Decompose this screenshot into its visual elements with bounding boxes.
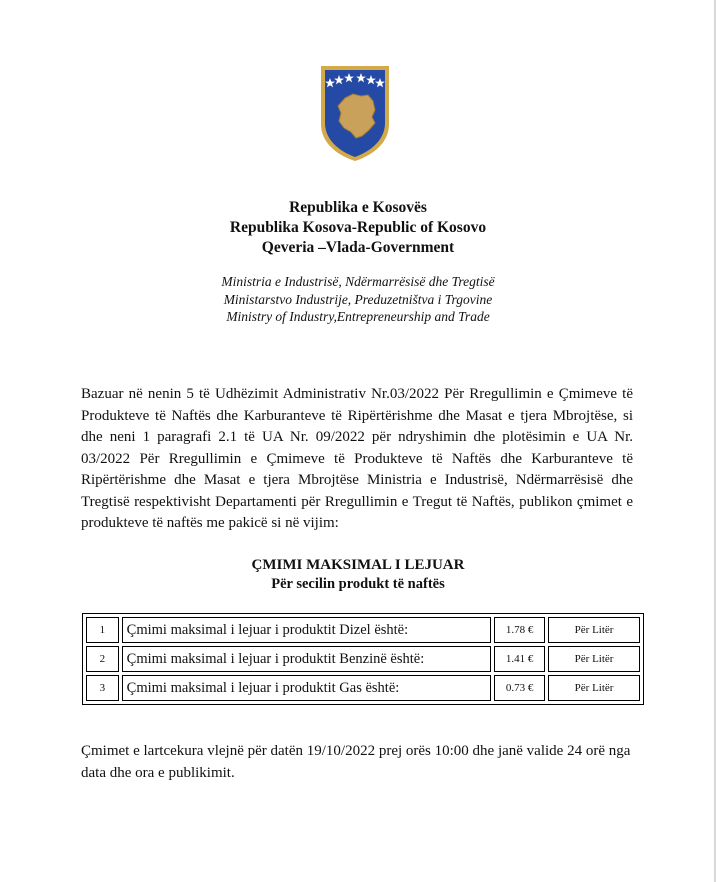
section-subtitle: Për secilin produkt të naftës <box>271 576 445 592</box>
product-description: Çmimi maksimal i lejuar i produktit Gas është: <box>122 675 491 701</box>
ministry-name <box>0 273 716 326</box>
table-row <box>86 646 640 672</box>
header-line-2: Republika Kosova-Republic of Kosovo <box>229 219 487 236</box>
price-unit: Për Litër <box>548 675 640 701</box>
ministry-line-1: Ministria e Industrisë, Ndërmarrësisë dhe Tregtisë <box>221 274 495 289</box>
product-price: 1.41 € <box>494 646 545 672</box>
ministry-line-2: Ministarstvo Industrije, Preduzetništva i Trgovine <box>223 291 493 307</box>
product-price: 0.73 € <box>494 675 545 701</box>
row-number: 1 <box>86 617 119 643</box>
product-description: Çmimi maksimal i lejuar i produktit Benzinë është: <box>122 646 491 672</box>
section-title: ÇMIMI MAKSIMAL I LEJUAR <box>251 557 465 573</box>
table-row <box>86 617 640 643</box>
price-unit: Për Litër <box>548 617 640 643</box>
validity-note: Çmimet e lartcekura vlejnë për datën 19/10/2022 prej orës 10:00 dhe janë valide 24 orë nga data dhe ora e publikimit. <box>81 743 631 781</box>
table-row <box>86 675 640 701</box>
legal-basis-paragraph: Bazuar në nenin 5 të Udhëzimit Administrativ Nr.03/2022 Për Rregullimin e Çmimeve të Produkteve të Naftës dhe Karburanteve të Ripërtërishme dhe Masat e tjera Mbrojtëse, si dhe neni 1 paragrafi 2.1 të UA Nr. 09/2022 për ndryshimin dhe plotësimin e UA Nr. 03/2022 Për Rregullimin e Çmimeve të Produkteve të Naftës dhe Karburanteve të Ripërtërishme dhe Masat e tjera Mbrojtëse Ministria e Industrisë, Ndërmarrësisë dhe Tregtisë respektivisht Departamenti për Rregullimin e Tregut të Naftës, publikon çmimet e produkteve të naftës me pakicë si në vijim: <box>81 386 633 531</box>
product-description: Çmimi maksimal i lejuar i produktit Dizel është: <box>122 617 491 643</box>
product-price: 1.78 € <box>494 617 545 643</box>
row-number: 2 <box>86 646 119 672</box>
header-line-3: Qeveria –Vlada-Government <box>261 239 455 256</box>
price-table <box>82 613 644 705</box>
header-line-1: Republika e Kosovës <box>289 199 427 216</box>
row-number: 3 <box>86 675 119 701</box>
kosovo-coat-of-arms-icon <box>319 64 391 162</box>
ministry-line-3: Ministry of Industry,Entrepreneurship and Trade <box>226 309 490 324</box>
section-heading <box>0 556 716 594</box>
price-unit: Për Litër <box>548 646 640 672</box>
government-header <box>0 198 716 258</box>
